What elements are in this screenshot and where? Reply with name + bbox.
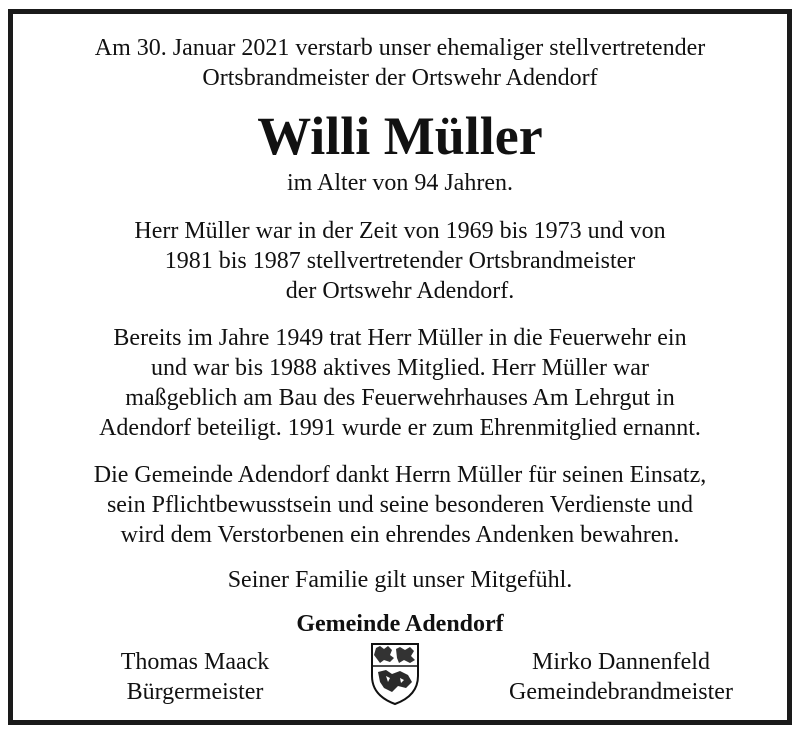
para2-line-2: und war bis 1988 aktives Mitglied. Herr Müller war xyxy=(151,355,649,381)
para1-line-1: Herr Müller war in der Zeit von 1969 bis 1973 und von xyxy=(134,218,666,244)
para2-line-3: maßgeblich am Bau des Feuerwehrhauses Am Lehrgut in xyxy=(125,385,675,411)
intro-line-1: Am 30. Januar 2021 verstarb unser ehemaliger stellvertretender xyxy=(94,35,706,61)
para1-line-2: 1981 bis 1987 stellvertretender Ortsbrandmeister xyxy=(164,248,636,274)
para1-line-3: der Ortswehr Adendorf. xyxy=(285,278,515,304)
obituary-notice xyxy=(8,9,792,725)
coat-of-arms-icon xyxy=(370,642,420,706)
deceased-name: Willi Müller xyxy=(257,106,543,166)
para2-line-1: Bereits im Jahre 1949 trat Herr Müller in die Feuerwehr ein xyxy=(113,325,687,351)
signer-right-title: Gemeindebrandmeister xyxy=(509,679,733,705)
signature-org: Gemeinde Adendorf xyxy=(296,611,504,637)
signer-left-name: Thomas Maack xyxy=(120,649,270,675)
para3-line-2: sein Pflichtbewusstsein und seine besonderen Verdienste und xyxy=(106,492,694,518)
para3-line-1: Die Gemeinde Adendorf dankt Herrn Müller für seinen Einsatz, xyxy=(93,462,707,488)
signer-left-title: Bürgermeister xyxy=(126,679,264,705)
para2-line-4: Adendorf beteiligt. 1991 wurde er zum Ehrenmitglied ernannt. xyxy=(99,415,701,441)
condolence-line: Seiner Familie gilt unser Mitgefühl. xyxy=(227,567,573,593)
age-line: im Alter von 94 Jahren. xyxy=(287,170,513,196)
intro-line-2: Ortsbrandmeister der Ortswehr Adendorf xyxy=(202,65,598,91)
para3-line-3: wird dem Verstorbenen ein ehrendes Andenken bewahren. xyxy=(120,522,680,548)
signer-right-name: Mirko Dannenfeld xyxy=(532,649,710,675)
